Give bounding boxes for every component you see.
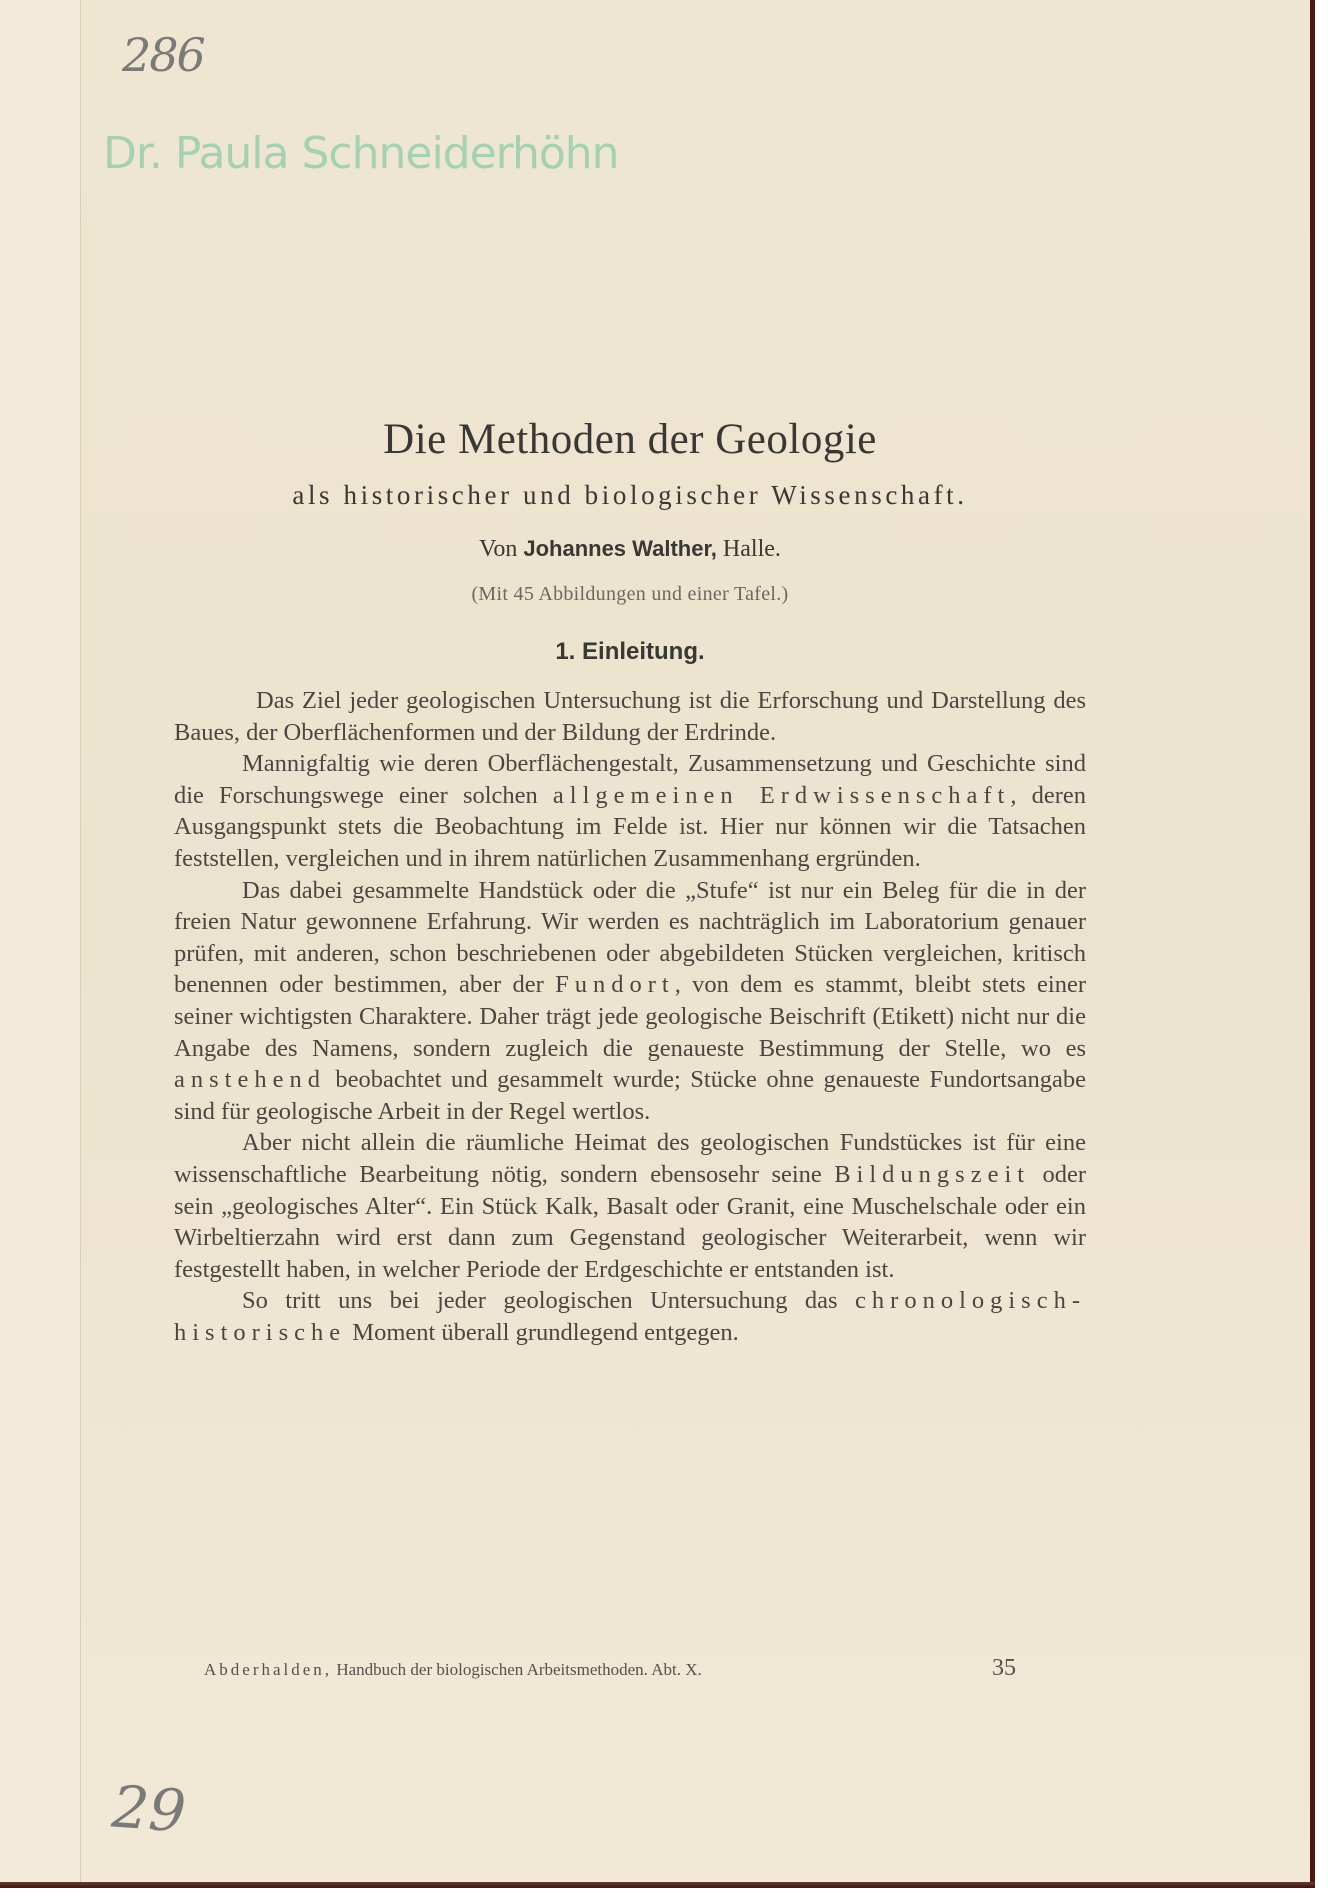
body-text bbox=[174, 685, 1086, 1348]
text-run: , deren Ausgangspunkt stets die Beobachtung im Felde ist. Hier nur können wir die Tatsachen feststellen, vergleichen und in ihrem natürlichen Zusammenhang ergründen. bbox=[174, 781, 1086, 872]
owner-stamp: Dr. Paula Schneiderhöhn bbox=[103, 128, 619, 179]
footer-work: Handbuch der biologischen Arbeitsmethoden. Abt. X. bbox=[336, 1660, 702, 1679]
paragraph-3 bbox=[174, 875, 1086, 1128]
spaced-emphasis: Bildungszeit bbox=[834, 1160, 1031, 1188]
text-run: Moment überall grundlegend entgegen. bbox=[352, 1318, 739, 1346]
text-run: Das dabei gesammelte Handstück oder die „Stufe“ ist nur ein Beleg für die in der freien Natur gewonnene Erfahrung. Wir werden es nachträglich im Laboratorium genauer prüfen, mit anderen, schon beschriebenen oder abgebildeten Stücken vergleichen, kritisch benennen oder bestimmen, aber der bbox=[174, 876, 1086, 999]
author-line bbox=[160, 536, 1100, 563]
page-fold-strip bbox=[0, 0, 81, 1886]
text-run: Mannigfaltig wie deren Oberflächengestalt, Zusammensetzung und Geschichte sind die Forschungswege einer solchen bbox=[174, 750, 1086, 809]
paragraph-5 bbox=[174, 1285, 1086, 1348]
illustrations-note: (Mit 45 Abbildungen und einer Tafel.) bbox=[471, 583, 789, 605]
author-place: Halle. bbox=[722, 536, 781, 562]
author-prefix: Von bbox=[479, 536, 518, 562]
text-run: , von dem es stammt, bleibt stets einer seiner wichtigsten Charaktere. Daher trägt jede geologische Beischrift (Etikett) nicht nur die Angabe des Namens, sondern zugleich die genaueste Bestimmung der Stelle, wo es bbox=[174, 971, 1087, 1062]
spaced-emphasis: chronologisch-historische bbox=[174, 1287, 1086, 1346]
text-run: Aber nicht allein die räumliche Heimat des geologischen Fundstückes ist für eine wissenschaftliche Bearbeitung nötig, sondern ebensosehr seine bbox=[174, 1129, 1086, 1188]
author-name: Johannes Walther, bbox=[523, 536, 717, 561]
handwritten-catalog-number: 286 bbox=[122, 28, 204, 82]
paragraph-2 bbox=[174, 748, 1086, 874]
page-right-edge bbox=[1310, 0, 1315, 1888]
spaced-emphasis: allgemeinen Erdwissenschaft bbox=[552, 781, 1011, 809]
paragraph-4 bbox=[174, 1127, 1086, 1285]
footer-citation bbox=[204, 1660, 702, 1680]
page-number: 35 bbox=[992, 1655, 1016, 1681]
page-bottom-edge bbox=[0, 1882, 1315, 1888]
article-subtitle: als historischer und biologischer Wissenschaft. bbox=[292, 480, 968, 510]
text-run: So tritt uns bei jeder geologischen Untersuchung das bbox=[242, 1287, 838, 1315]
footer-editor: Abderhalden, bbox=[204, 1660, 333, 1679]
paragraph-1: Das Ziel jeder geologischen Untersuchung ist die Erforschung und Darstellung des Baues, der Oberflächenformen und der Bildung der Erdrinde. bbox=[174, 687, 1086, 746]
handwritten-sheet-number: 29 bbox=[109, 1772, 189, 1846]
article-title: Die Methoden der Geologie bbox=[383, 416, 877, 463]
text-run: beobachtet und gesammelt wurde; Stücke ohne genaueste Fundortsangabe sind für geologische Arbeit in der Regel wertlos. bbox=[174, 1066, 1087, 1125]
spaced-emphasis: Fundort bbox=[555, 971, 675, 999]
text-run: oder sein „geologisches Alter“. Ein Stück Kalk, Basalt oder Granit, eine Muschelschale oder ein Wirbeltierzahn wird erst dann zum Gegenstand geologischer Weiterarbeit, wenn wir festgestellt haben, in welcher Periode der Erdgeschichte er entstanden ist. bbox=[174, 1160, 1087, 1283]
spaced-emphasis: anstehend bbox=[174, 1066, 326, 1094]
section-heading: 1. Einleitung. bbox=[555, 638, 705, 665]
